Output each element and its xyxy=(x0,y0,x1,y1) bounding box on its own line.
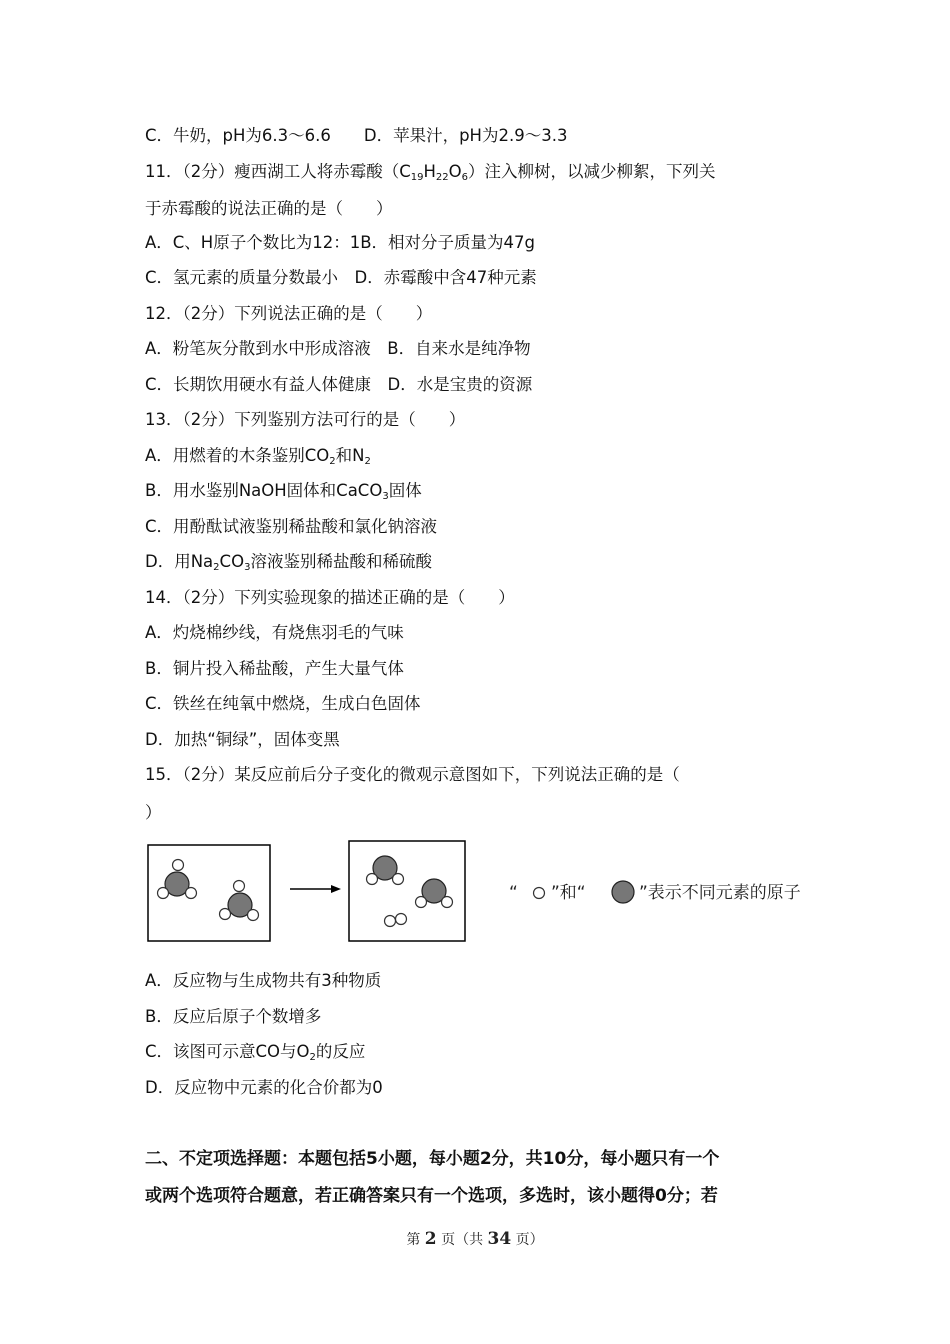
question-11: 11．（2分）瘦西湖工人将赤霉酸$(C_{19}H_{22}O_6)$注入柳树，以减少柳絮，下列关 xyxy=(145,162,716,183)
page-total: 34 xyxy=(487,1229,512,1249)
page-number: 2 xyxy=(424,1229,437,1249)
option-line-q10-cd: C．牛奶，pH为6.3～6.6 D．苹果汁，pH为2.9～3.3 xyxy=(145,126,568,145)
reaction-diagram xyxy=(147,840,827,946)
legend-quote-2: ”和“ xyxy=(551,883,586,903)
option-q14-d: D．加热“铜绿”，固体变黑 xyxy=(145,730,340,749)
legend-text: ”表示不同元素的原子 xyxy=(639,883,801,903)
question-11-continued: 于赤霉酸的说法正确的是（ ） xyxy=(145,199,393,218)
molecule-product-3 xyxy=(385,914,407,927)
option-q13-d: D．用$Na_2CO_3$溶液鉴别稀盐酸和稀硫酸 xyxy=(145,552,432,573)
section-2-heading-continued: 或两个选项符合题意，若正确答案只有一个选项，多选时，该小题得0分；若 xyxy=(145,1186,718,1206)
option-q15-c: C．该图可示意CO与$O_2$的反应 xyxy=(145,1042,366,1063)
question-14: 14．（2分）下列实验现象的描述正确的是（ ） xyxy=(145,588,515,607)
option-line-q12-ab: A．粉笔灰分散到水中形成溶液 B．自来水是纯净物 xyxy=(145,339,531,358)
arrow-icon xyxy=(290,885,341,893)
option-q13-a: A．用燃着的木条鉴别$CO_2$和$N_2$ xyxy=(145,446,371,467)
option-q14-a: A．灼烧棉纱线，有烧焦羽毛的气味 xyxy=(145,623,404,642)
option-q15-b: B．反应后原子个数增多 xyxy=(145,1007,322,1026)
question-15-continued: ） xyxy=(145,803,162,822)
products-box xyxy=(349,841,465,941)
molecule-reactant-1 xyxy=(158,860,197,899)
molecule-product-2 xyxy=(416,879,453,908)
option-q14-b: B．铜片投入稀盐酸，产生大量气体 xyxy=(145,659,404,678)
option-q13-c: C．用酚酞试液鉴别稀盐酸和氯化钠溶液 xyxy=(145,517,438,536)
legend-small-atom-icon xyxy=(534,888,545,899)
question-13: 13．（2分）下列鉴别方法可行的是（ ） xyxy=(145,410,466,429)
question-12: 12．（2分）下列说法正确的是（ ） xyxy=(145,304,433,323)
option-q13-b: B．用水鉴别NaOH固体和CaCO$_3$固体 xyxy=(145,481,422,502)
legend-large-atom-icon xyxy=(612,881,634,903)
option-line-q11-cd: C．氢元素的质量分数最小 D．赤霉酸中含47种元素 xyxy=(145,268,537,287)
question-15: 15．（2分）某反应前后分子变化的微观示意图如下，下列说法正确的是（ xyxy=(145,765,680,784)
option-q15-a: A．反应物与生成物共有3种物质 xyxy=(145,971,382,990)
option-line-q12-cd: C．长期饮用硬水有益人体健康 D．水是宝贵的资源 xyxy=(145,375,533,394)
reaction-diagram-svg xyxy=(147,840,827,946)
molecule-product-1 xyxy=(367,856,404,885)
molecule-reactant-2 xyxy=(220,881,259,921)
page-footer: 第 2 页（共 34 页） xyxy=(406,1229,544,1249)
option-line-q11-ab: A．C、H原子个数比为12：1B．相对分子质量为47g xyxy=(145,233,535,252)
option-q14-c: C．铁丝在纯氧中燃烧，生成白色固体 xyxy=(145,694,421,713)
legend-quote-1: “ xyxy=(509,883,518,903)
section-2-heading: 二、不定项选择题：本题包括5小题，每小题2分，共10分，每小题只有一个 xyxy=(145,1149,720,1169)
option-q15-d: D．反应物中元素的化合价都为0 xyxy=(145,1078,383,1097)
